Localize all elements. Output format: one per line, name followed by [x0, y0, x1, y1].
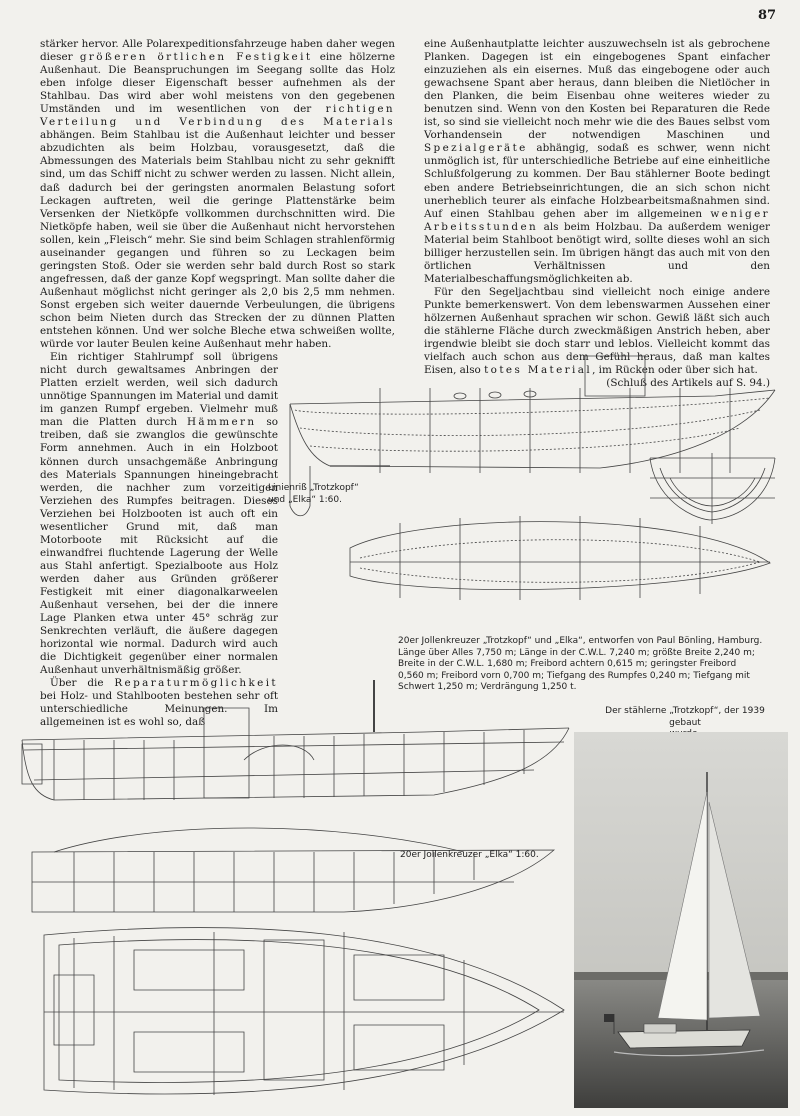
paragraph: Ein richtiger Stahlrumpf soll übrigens nicht durch gewaltsames Anbringen der Platten erzielt werden, weil sich dadurch unnötige Spannungen im Material und damit im ganzen Rumpf ergeben. Vielmehr muß man die Platten durch Hämmern so treiben, daß sie zwanglos die gewünschte Form annehmen. Auch in ein Holzboot können durch unsachgemäße Anbringung des Materials Spannungen hineingebracht werden, die nachher zum vorzeitigen Verziehen des Rumpfes beitragen. Dieses Verziehen bei Holzbooten ist auch oft ein wesentlicher Grund mit, daß man Motorboote mit Rücksicht auf die einwandfrei fluchtende Lagerung der Welle aus Stahl anfertigt. Spezialboote aus Holz werden daher aus Gründen größerer Festigkeit mit einer diagonalkarweelen Außenhaut versehen, bei der die innere Lage Planken etwa unter 45° schräg zur Senkrechten verläuft, die äußere dagegen horizontal wie normal. Dadurch wird auch die Dichtigkeit gegenüber einer normalen Außenhaut unverhältnismäßig größer.	[40, 351, 278, 677]
elka-caption: 20er Jollenkreuzer „Elka“ 1:60.	[400, 850, 539, 860]
paragraph: eine Außenhautplatte leichter auszuwechseln ist als gebrochene Planken. Dagegen ist ein eingebogenes Spant einfacher einzuziehen als ein eisernes. Muß das eingebogene oder auch gewachsene Spant aber heraus, dann bleiben die Nietlöcher in den Planken, die beim Eisenbau ohne weiteres wieder zu benutzen sind. Wenn von den Kosten bei Reparaturen die Rede ist, so sind sie vielleicht noch mehr wie die des Baues selbst vom Vorhandensein der notwendigen Maschinen und Spezialgeräte abhängig, sodaß es schwer, wenn nicht unmöglich ist, für unterschiedliche Betriebe auf eine einheitliche Schlußfolgerung zu kommen. Der Bau stählerner Boote bedingt eben andere Betriebseinrichtungen, die an sich schon nicht unerheblich teurer als einfache Holzbearbeitsmaßnahmen sind. Auf einen Stahlbau gehen aber im allgemeinen weniger Arbeitsstunden als beim Holzbau. Da außerdem weniger Material beim Stahlboot benötigt wird, sollte dieses wohl an sich billiger herzustellen sein. Im übrigen hängt das auch mit von den örtlichen Verhältnissen und den Materialbeschaffungsmöglichkeiten ab.	[424, 38, 770, 285]
continuation-note: (Schluß des Artikels auf S. 94.)	[606, 377, 770, 390]
paragraph: Für den Segeljachtbau sind vielleicht noch einige andere Punkte bemerkenswert. Von dem lebenswarmen Aussehen einer hölzernen Außenhaut sprachen wir schon. Gewiß läßt sich auch die stählerne Fläche durch zweckmäßigen Anstrich heben, aber irgendwie bleibt sie doch starr und leblos. Vielleicht kommt das vielfach auch schon aus dem Gefühl heraus, daß man kaltes Eisen, also totes Material, im Rücken oder über sich hat.	[424, 285, 770, 377]
yacht-photo	[574, 732, 788, 1108]
paragraph: stärker hervor. Alle Polarexpeditionsfahrzeuge haben daher wegen dieser größeren örtlichen Festigkeit eine hölzerne Außenhaut. Die Beanspruchungen im Seegang sollte das Holz eben infolge dieser Eigenschaft besser aufnehmen als der Stahlbau. Das wird aber wohl meistens von den gegebenen Umständen und im wesentlichen von der richtigen Verteilung und Verbindung des Materials abhängen. Beim Stahlbau ist die Außenhaut leichter und besser abzudichten als beim Holzbau, vorausgesetzt, daß die Abmessungen des Materials beim Stahlbau nicht zu sehr geknifft sind, um das Schiff nicht zu schwer werden zu lassen. Nicht allein, daß dadurch bei der geringsten anormalen Belastung sofort Leckagen auftreten, weil die geringe Plattenstärke beim Versenken der Nietköpfe vollkommen durchschnitten wird. Die Nietköpfe haben, weil sie über die Außenhaut nicht hervorstehen sollen, kein „Fleisch“ mehr. Sie sind beim Schlagen strahlenförmig auseinander gegangen und führen so zu Leckagen beim geringsten Stoß. Oder sie werden sehr bald durch Rost so stark angefressen, daß der ganze Kopf wegspringt. Man sollte daher die Außenhaut möglichst nicht geringer als 2,0 bis 2,5 mm nehmen. Sonst ergeben sich weiter dauernde Verbeulungen, die übrigens schon beim Nieten durch das Strecken der zu dünnen Platten entstehen können. Und wer solche Bleche etwa schweißen wollte, würde vor lauter Beulen keine Außenhaut mehr haben.	[40, 38, 395, 351]
construction-plan-drawing	[14, 670, 574, 1110]
lines-plan-caption: Linienriß „Trotzkopf“ und „Elka“ 1:60.	[268, 483, 359, 505]
paragraph: Über die Reparaturmöglichkeit bei Holz- und Stahlbooten bestehen sehr oft unterschiedliche Meinungen. Im allgemeinen ist es wohl so, daß	[40, 677, 278, 729]
spec-caption: 20er Jollenkreuzer „Trotzkopf“ und „Elka“, entworfen von Paul Bönling, Hamburg. Länge über Alles 7,750 m; Länge in der C.W.L. 7,240 m; größte Breite 2,240 m; Breite in der C.W.L. 1,680 m; Freibord achtern 0,615 m; geringster Freibord 0,560 m; Freibord vorn 0,700 m; Tiefgang des Rumpfes 0,240 m; Tiefgang mit Schwert 1,250 m; Verdrängung 1,250 t.	[398, 636, 763, 692]
page-number: 87	[758, 8, 777, 23]
right-text-column	[424, 38, 770, 390]
lines-plan-drawing	[270, 348, 780, 608]
photo-caption: Der stählerne „Trotzkopf“, der 1939 gebaut	[605, 706, 765, 728]
